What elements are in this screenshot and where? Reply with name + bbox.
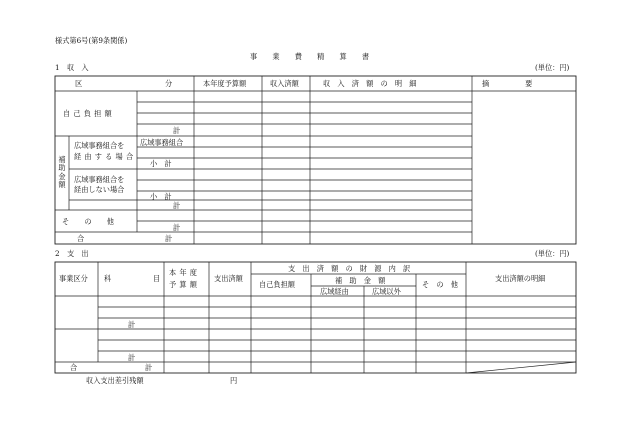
subsidy-total: 計 xyxy=(173,201,181,210)
header-category: 事業区分 xyxy=(59,274,88,283)
header-via: 広域経由 xyxy=(320,287,349,296)
header-detail: 収 入 済 額 の 明 細 xyxy=(323,79,417,88)
via-union-line1: 広域事務組合を xyxy=(74,141,125,150)
header-breakdown: 支 出 済 額 の 財 源 内 訳 xyxy=(288,264,411,273)
header-kubun: 区 xyxy=(75,79,83,88)
section2-heading: 支 出 xyxy=(67,249,89,258)
header-remarks: 摘 要 xyxy=(482,79,533,88)
header-subsidy: 補 助 金 額 xyxy=(335,276,386,285)
expense-grand-total-a: 合 xyxy=(70,363,78,372)
header-self: 自己負担額 xyxy=(259,280,295,289)
expense-grand-total-b: 計 xyxy=(145,363,153,372)
section2-number: 2 xyxy=(55,249,60,258)
subsidy-vertical-label: 補 助 金 額 xyxy=(58,155,66,190)
section1-heading: 収 入 xyxy=(67,63,89,72)
not-via-union-line2: 経由しない場合 xyxy=(74,185,125,194)
self-burden-total: 計 xyxy=(173,126,181,135)
via-union-line2: 経由する場合 xyxy=(74,152,137,161)
form-number: 様式第6号(第9条関係) xyxy=(55,36,128,45)
section1-number: 1 xyxy=(55,63,60,72)
section2-unit: (単位：円) xyxy=(535,249,570,258)
other-label: そ の 他 xyxy=(62,217,118,226)
via-union-subtotal: 小 計 xyxy=(150,159,172,168)
expense-total-1: 計 xyxy=(128,320,136,329)
header-detail-expense: 支出済額の明細 xyxy=(495,274,546,283)
not-via-union-line1: 広域事務組合を xyxy=(74,175,125,184)
not-via-union-subtotal: 小 計 xyxy=(150,192,172,201)
union-name: 広域事務組合 xyxy=(140,138,184,147)
income-grand-total-a: 合 xyxy=(77,234,85,243)
header-outside: 広域以外 xyxy=(372,287,401,296)
other-total: 計 xyxy=(173,223,181,232)
header-other: そ の 他 xyxy=(422,280,458,289)
header-budget-line1: 本年度 xyxy=(169,268,201,277)
header-item-b: 目 xyxy=(153,274,161,283)
expense-total-2: 計 xyxy=(128,353,136,362)
header-budget-line2: 予算額 xyxy=(169,280,201,289)
document-title: 事 業 費 精 算 書 xyxy=(250,52,374,61)
header-item-a: 科 xyxy=(104,274,112,283)
balance-label: 収入支出差引残額 xyxy=(86,376,144,385)
header-budget: 本年度予算額 xyxy=(203,79,247,88)
balance-unit: 円 xyxy=(230,376,238,385)
header-settled: 収入済額 xyxy=(270,79,299,88)
section1-unit: (単位：円) xyxy=(535,63,570,72)
income-grand-total-b: 計 xyxy=(165,234,173,243)
self-burden-label: 自己負担額 xyxy=(63,109,115,118)
header-bun: 分 xyxy=(165,79,173,88)
header-spent: 支出済額 xyxy=(214,274,243,283)
